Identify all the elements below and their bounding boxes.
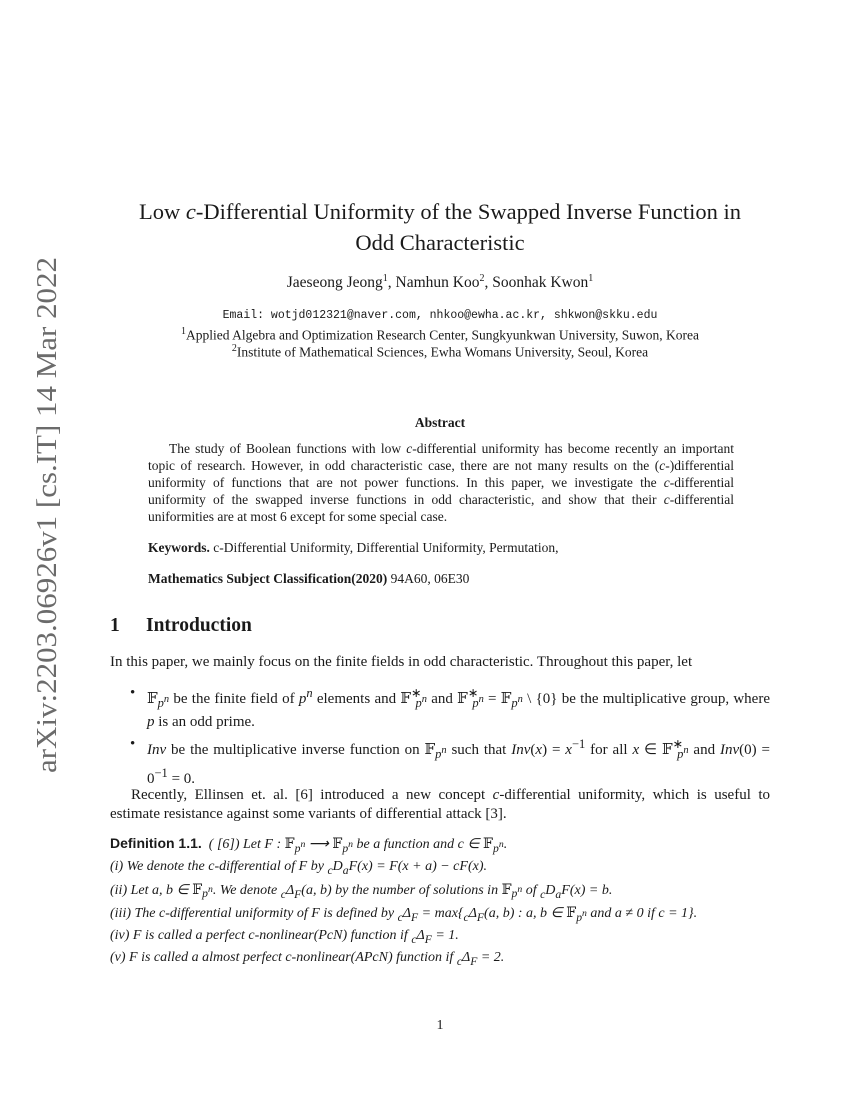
arxiv-stamp-svg [14,255,76,775]
msc-text: 94A60, 06E30 [387,571,470,586]
abstract-heading: Abstract [414,415,466,430]
arxiv-stamp [14,255,76,775]
author-name: Soonhak Kwon [492,274,589,292]
section-number: 1 [110,615,120,636]
definition-item: (iv) F is called a perfect c-nonlinear(PcN) function if $_c\Delta_F = 1$. [110,928,459,946]
definition-block [110,834,770,972]
author-aff-mark: 1 [588,273,594,284]
author-aff-mark: 1 [382,273,388,284]
list-item [130,684,770,732]
author-list: Jaeseong Jeong$^1$, Namhun Koo$^2$, Soonhak Kwon$^1$ [286,273,594,292]
definition-item: (i) We denote the c-differential of F by $_cD_aF(x) = F(x + a) - cF(x)$. [110,859,487,878]
author-aff-mark: 2 [479,273,485,284]
abstract-body: The study of Boolean functions with low c-differential uniformity has become recently an important topic of research. However, in odd characteristic case, there are not many results on the (c-)differential uniformity of functions that are not power functions. In this paper, we investigate the c-differential uniformity of the swapped inverse functions in odd characteristic, and show that their c-differential uniformities are at most 6 except for some special case. [148,441,734,524]
title-line-1: Low c-Differential Uniformity of the Swapped Inverse Function in [139,199,741,224]
definition-label: Definition 1.1. [110,835,202,851]
list-item [130,735,770,789]
bullet-text: Inv be the multiplicative inverse function on 𝔽$_{p^n}$ such that $Inv(x) = x^{-1}$ for all x ∈ 𝔽∗$_{p^n}$ and $Inv(0) = 0^{-1} = 0$. [147,737,770,787]
page-number: 1 [436,1018,444,1033]
definition-item: (ii) Let a, b ∈ 𝔽$_{p^n}$. We denote $_c\Delta_F(a$, b) by the number of solutions in 𝔽$_{p^n}$ of $_cD_aF(x) = b$. [110,881,613,901]
bullet-icon: • [130,685,136,701]
msc-classification [148,571,734,587]
author-name: Namhun Koo [395,274,480,292]
msc-label: Mathematics Subject Classification(2020) [148,571,388,586]
bullet-icon: • [130,736,136,752]
keywords [148,540,734,556]
arxiv-stamp-text: arXiv:2203.06926v1 [cs.IT] 14 Mar 2022 [31,289,63,773]
author-name: Jaeseong Jeong [286,274,383,292]
affiliation-text: Institute of Mathematical Sciences, Ewha Womans University, Seoul, Korea [236,344,649,360]
recent-paragraph: Recently, Ellinsen et. al. [6] introduced a new concept c-differential uniformity, which is useful to estimate resistance against some variants of differential attack [3]. [110,787,771,822]
affiliation-mark: 1 [181,326,186,337]
bullet-text: 𝔽$_{p^n}$ be the finite field of $p^n$ elements and 𝔽∗$_{p^n}$ and 𝔽∗$_{p^n}$ = 𝔽$_{p^n}$ \ {0} be the multiplicative group, where p is an odd prime. [147,686,770,730]
title-line-2: Odd Characteristic [355,230,525,255]
author-emails: Email: wotjd012321@naver.com, nhkoo@ewha.ac.kr, shkwon@skku.edu [222,309,658,322]
definition-item: (v) F is called a almost perfect c-nonlinear(APcN) function if $_c\Delta_F = 2$. [110,950,505,969]
intro-paragraph: In this paper, we mainly focus on the finite fields in odd characteristic. Throughout this paper, let [110,654,693,670]
keywords-text: c-Differential Uniformity, Differential Uniformity, Permutation, [209,540,559,555]
definition-intro: Definition 1.1. ( [6]) Let F : 𝔽$_{p^n}$ ⟶ 𝔽$_{p^n}$ be a function and c ∈ 𝔽$_{p^n}$. [110,835,508,855]
affiliation-mark: 2 [231,343,237,354]
affiliation-text: Applied Algebra and Optimization Research Center, Sungkyunkwan University, Suwon, Korea [186,327,699,343]
affiliation-2 [110,343,770,361]
paper-title [110,196,770,258]
section-heading [110,615,252,637]
section-title: Introduction [146,615,252,636]
definition-item: (iii) The c-differential uniformity of F is defined by $_c\Delta_F = \max\{_c\Delta_F(a$, b) : a, b ∈ 𝔽$_{p^n}$ and a ≠ 0 if c = 1}. [110,904,698,924]
affiliation-1 [110,326,770,344]
keywords-label: Keywords. [148,540,210,555]
